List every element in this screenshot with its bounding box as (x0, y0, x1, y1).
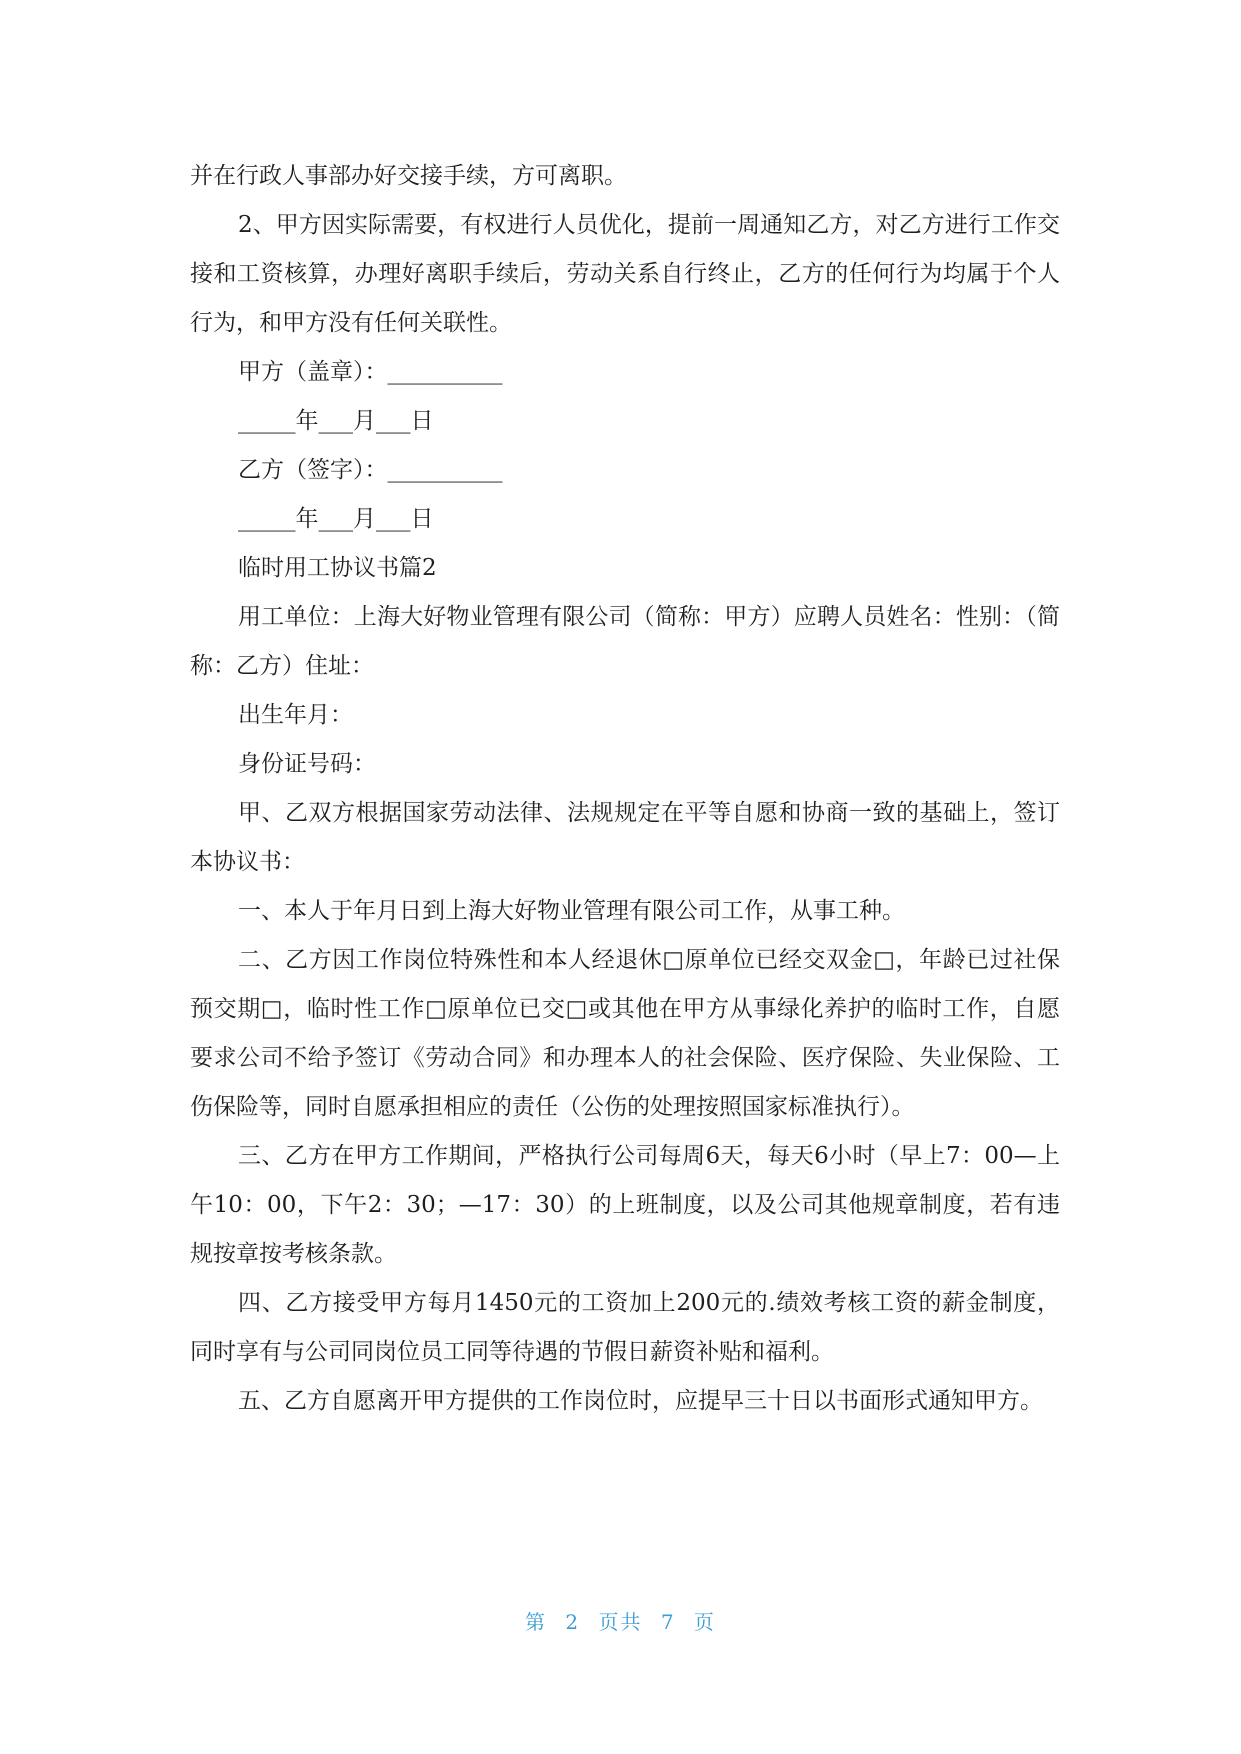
clause-5: 五、乙方自愿离开甲方提供的工作岗位时，应提早三十日以书面形式通知甲方。 (238, 1388, 1043, 1414)
paragraph-clause-2: 2、甲方因实际需要，有权进行人员优化，提前一周通知乙方，对乙方进行工作交接和工资核算，办理好离职手续后，劳动关系自行终止，乙方的任何行为均属于个人行为，和甲方没有任何关联性。 (190, 212, 1060, 336)
page-number-footer: 第 2 页共 7 页 (525, 1610, 716, 1634)
paragraph-continuation: 并在行政人事部办好交接手续，方可离职。 (190, 163, 627, 189)
employer-info: 用工单位：上海大好物业管理有限公司（简称：甲方）应聘人员姓名：性别：（简称：乙方）住址： (190, 604, 1060, 679)
document-body (190, 152, 1060, 1426)
id-number-field: 身份证号码： (238, 751, 376, 777)
party-a-seal-line: 甲方（盖章）：__________ (238, 359, 503, 385)
clause-2: 二、乙方因工作岗位特殊性和本人经退休□原单位已经交双金□，年龄已过社保预交期□，临时性工作□原单位已交□或其他在甲方从事绿化养护的临时工作，自愿要求公司不给予签订《劳动合同》和办理本人的社会保险、医疗保险、失业保险、工伤保险等，同时自愿承担相应的责任（公伤的处理按照国家标准执行）。 (190, 947, 1060, 1120)
clause-3: 三、乙方在甲方工作期间，严格执行公司每周6天，每天6小时（早上7：00—上午10：00，下午2：30；—17：30）的上班制度，以及公司其他规章制度，若有违规按章按考核条款。 (190, 1143, 1060, 1267)
party-a-date-line: _____年___月___日 (238, 408, 434, 434)
clause-1: 一、本人于年月日到上海大好物业管理有限公司工作，从事工种。 (238, 898, 905, 924)
party-b-signature-line: 乙方（签字）：__________ (238, 457, 503, 483)
party-b-date-line: _____年___月___日 (238, 506, 434, 532)
agreement-preamble: 甲、乙双方根据国家劳动法律、法规规定在平等自愿和协商一致的基础上，签订本协议书： (190, 800, 1060, 875)
section-title: 临时用工协议书篇2 (238, 555, 437, 581)
birth-date-field: 出生年月： (238, 702, 353, 728)
clause-4: 四、乙方接受甲方每月1450元的工资加上200元的.绩效考核工资的薪金制度，同时享有与公司同岗位员工同等待遇的节假日薪资补贴和福利。 (190, 1290, 1060, 1365)
